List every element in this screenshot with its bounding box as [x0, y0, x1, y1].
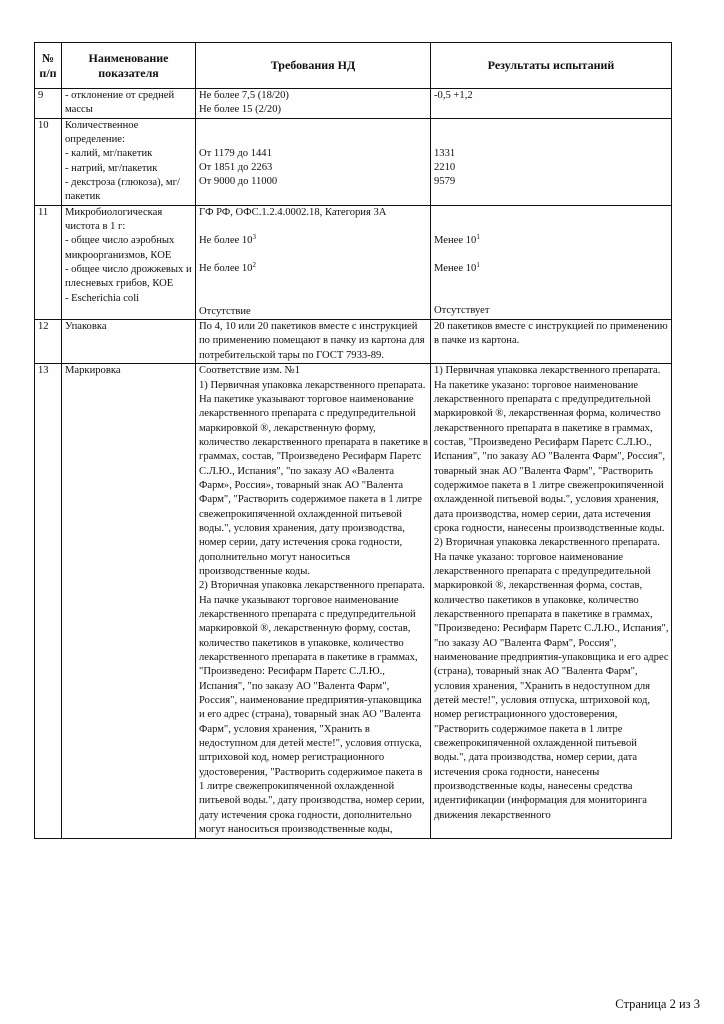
requirement-cell: По 4, 10 или 20 пакетиков вместе с инструкцией по применению помещают в пачку из картона для потребительской тары по ГОСТ 7933-89.: [196, 320, 431, 364]
indicator-name: - Escherichia coli: [65, 292, 140, 304]
test-results-table: [34, 42, 672, 839]
indicator-name: Упаковка: [62, 320, 196, 364]
table-row: [35, 205, 672, 319]
indicator-name: - декстроза (глюкоза), мг/пакетик: [65, 177, 180, 203]
row-number: 11: [35, 205, 62, 319]
requirement-line: От 1179 до 1441: [199, 147, 272, 159]
result-line: 2) Вторичная упаковка лекарственного препарата.: [434, 537, 660, 549]
result-line: 9579: [434, 176, 456, 188]
requirement-line: Отсутствие: [199, 305, 251, 317]
requirement-cell: [196, 205, 431, 319]
result-line: Менее $10^1$: [434, 261, 480, 275]
indicator-name: Маркировка: [62, 364, 196, 838]
result-line: 1) Первичная упаковка лекарственного препарата.: [434, 365, 661, 377]
indicator-name: - общее число аэробных микроорганизмов, КОЕ: [65, 235, 175, 261]
indicator-group-title: Микробиологическая чистота в 1 г:: [65, 206, 163, 233]
result-cell: -0,5 +1,2: [431, 89, 672, 119]
result-cell: [431, 364, 672, 838]
result-line: 2210: [434, 162, 456, 174]
row-number: 13: [35, 364, 62, 838]
requirement-line: 2) Вторичная упаковка лекарственного препарата.: [199, 580, 425, 592]
row-number: 9: [35, 89, 62, 119]
indicator-name: - общее число дрожжевых и плесневых грибов, КОЕ: [65, 264, 192, 290]
indicator-name: - натрий, мг/пакетик: [65, 162, 158, 174]
result-cell: 20 пакетиков вместе с инструкцией по применению в пачке из картона.: [431, 320, 672, 364]
indicator-name-cell: [62, 118, 196, 205]
header-results: Результаты испытаний: [431, 43, 672, 89]
requirement-line: От 1851 до 2263: [199, 162, 273, 174]
table-row: [35, 320, 672, 364]
indicator-name-cell: [62, 205, 196, 319]
result-cell: [431, 118, 672, 205]
table-row: [35, 89, 672, 119]
page-number: Страница 2 из 3: [615, 997, 700, 1011]
requirement-line: На пачке указывают торговое наименование лекарственного препарата с предупредительной маркировкой ®, лекарственную форму, состав, количество пакетиков в упаковке, количество лекарственного препарата в пакетике в граммах, "Произведено: Ресифарм Паретс С.Л.Ю., Испания", "по заказу АО "Валента Фарм", Россия", наименование предприятия-упаковщика и его адрес (страна), товарный знак АО "Валента Фарм", условия хранения, "Хранить в недоступном для детей месте!", условия отпуска, штриховой код, номер регистрационного удостоверения, "Растворить содержимое пакета в 1 литре свежепрокипяченной охлажденной питьевой воды.", дату производства, номер серии, дату истечения срока годности, дополнительно могут наноситься производственные коды,: [199, 594, 425, 836]
header-name: Наименование показателя: [62, 43, 196, 89]
indicator-group-title: Количественное определение:: [65, 119, 139, 146]
row-number: 12: [35, 320, 62, 364]
header-requirements: Требования НД: [196, 43, 431, 89]
requirement-line: От 9000 до 11000: [199, 176, 278, 188]
requirement-line: Не более 7,5 (18/20): [199, 90, 289, 101]
result-cell: [431, 205, 672, 319]
result-line: На пачке указано: торговое наименование лекарственного препарата с предупредительной маркировкой ®, лекарственная форма, состав, количество пакетиков в упаковке, количество лекарственного препарата в пакетике в граммах, "Произведено: Ресифарм Паретс С.Л.Ю., Испания", "по заказу АО "Валента Фарм", Россия", наименование предприятия-упаковщика и его адрес (страна), товарный знак АО "Валента Фарм", условия хранения, "Хранить в недоступном для детей месте!", условия отпуска, штриховой код, номер регистрационного удостоверения, "Растворить содержимое пакета в 1 литре свежепрокипяченной охлажденной питьевой воды.", дата производства, номер серии, дата истечения срока годности, нанесены производственные коды, нанесены средства идентификации (информация для мониторинга движения лекарственного: [434, 551, 669, 821]
table-row: [35, 118, 672, 205]
result-line: 1331: [434, 147, 456, 159]
requirement-line: Не более 15 (2/20): [199, 104, 282, 116]
indicator-name: - отклонение от средней массы: [62, 89, 196, 119]
table-header-row: [35, 43, 672, 89]
requirement-cell: [196, 118, 431, 205]
requirement-line: Не более $10^3$: [199, 233, 256, 247]
requirement-line: Соответствие изм. №1: [199, 365, 301, 377]
requirement-cell: [196, 364, 431, 838]
result-line: На пакетике указано: торговое наименование лекарственного препарата с предупредительной маркировкой ®, лекарственная форма, количество лекарственного препарата в пакетике в граммах, состав, "Произведено Ресифарм Паретс С.Л.Ю., Испания", "по заказу АО "Валента Фарм", Россия", товарный знак АО "Валента Фарм", "Растворить содержимое пакета в 1 литре свежепрокипяченной охлажденной питьевой воды.", условия хранения, дата производства, номер серии, дата истечения срока годности, нанесены производственные коды.: [434, 379, 665, 534]
result-line: Отсутствует: [434, 305, 490, 317]
table-row: [35, 364, 672, 838]
requirement-line: На пакетике указывают торговое наименование лекарственного препарата с предупредительной маркировкой ®, лекарственную форму, количество лекарственного препарата в пакетике в граммах, состав, "Произведено Ресифарм Паретс С.Л.Ю., Испания", "по заказу АО «Валента Фарм», Россия», товарный знак АО "Валента Фарм", "Растворить содержимое пакета в 1 литре свежепрокипяченной охлажденной питьевой воды.", условия хранения, дату производства, номер серии, дату истечения срока годности, дополнительно могут наноситься производственные коды.: [199, 393, 428, 577]
requirement-line: ГФ РФ, ОФС.1.2.4.0002.18, Категория 3А: [199, 206, 387, 218]
header-num: № п/п: [35, 43, 62, 89]
result-line: Менее $10^1$: [434, 232, 480, 246]
requirement-cell: [196, 89, 431, 119]
row-number: 10: [35, 118, 62, 205]
requirement-line: 1) Первичная упаковка лекарственного препарата.: [199, 379, 426, 391]
indicator-name: - калий, мг/пакетик: [65, 148, 153, 160]
requirement-line: Не более $10^2$: [199, 261, 256, 275]
